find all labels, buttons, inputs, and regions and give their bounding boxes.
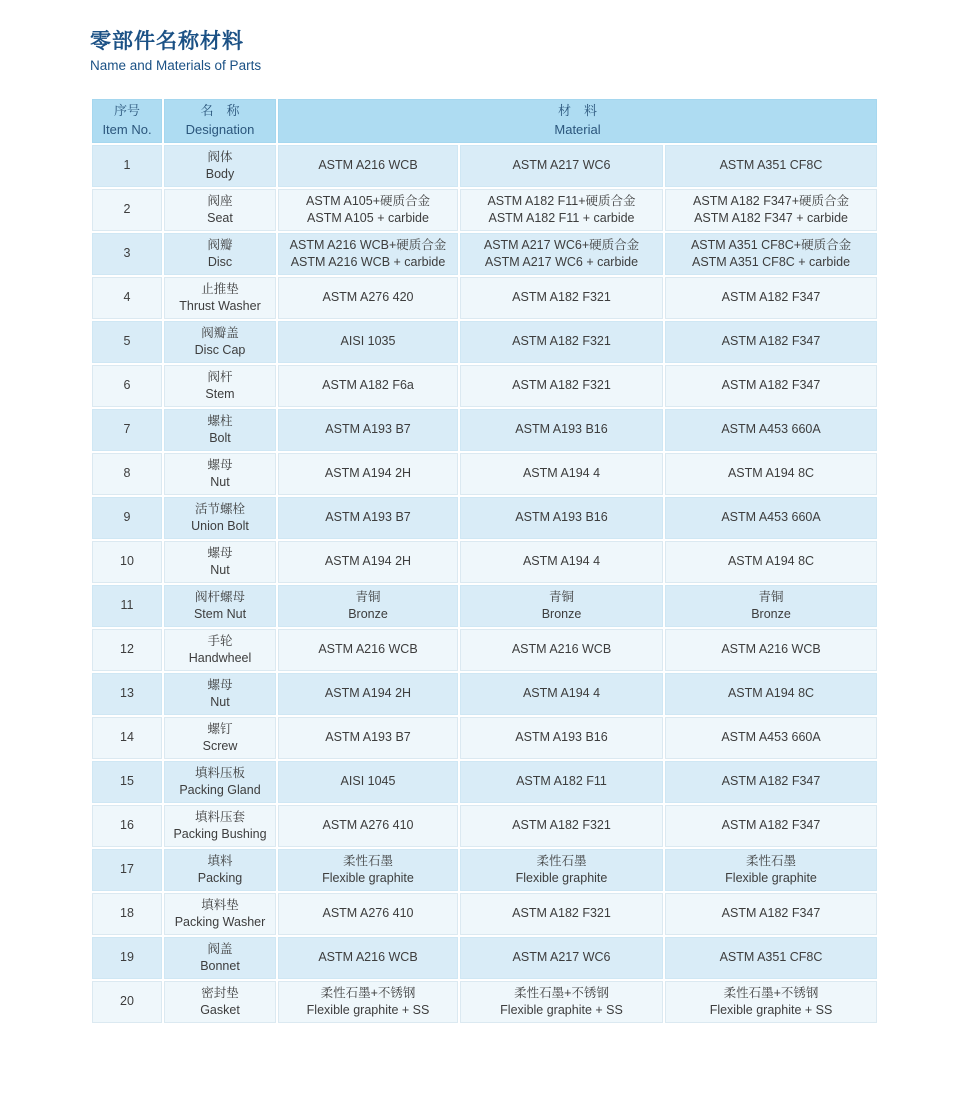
designation-cell	[164, 981, 276, 1023]
designation-cell	[164, 849, 276, 891]
cell-line: Flexible graphite + SS	[500, 1003, 623, 1018]
material-cell-2	[460, 893, 663, 935]
cell-line: ASTM A216 WCB	[721, 642, 821, 657]
cell-line: ASTM A182 F11 + carbide	[488, 211, 635, 226]
cell-line: 柔性石墨	[746, 853, 797, 868]
cell-line: ASTM A276 410	[322, 906, 414, 921]
table-row	[92, 453, 877, 495]
cell-line: ASTM A453 660A	[721, 422, 821, 437]
cell-line: 柔性石墨	[536, 853, 587, 868]
designation-cell	[164, 805, 276, 847]
material-cell-3	[665, 673, 877, 715]
cell-line: ASTM A193 B7	[325, 730, 411, 745]
item-no-cell: 6	[92, 365, 162, 407]
material-cell-3	[665, 365, 877, 407]
item-no-cell: 18	[92, 893, 162, 935]
cell-line: Stem	[205, 387, 235, 402]
cell-line: 阀瓣盖	[201, 325, 239, 340]
cell-line: ASTM A216 WCB	[511, 642, 612, 657]
cell-line: ASTM A182 F347	[721, 818, 821, 833]
cell-line: 柔性石墨+不锈钢	[723, 985, 819, 1000]
table-body	[92, 145, 877, 1023]
material-cell-3	[665, 497, 877, 539]
cell-line: ASTM A182 F321	[512, 334, 611, 349]
table-row	[92, 365, 877, 407]
col-header-designation-en: Designation	[185, 122, 255, 138]
material-cell-2	[460, 585, 663, 627]
cell-line: Bronze	[541, 607, 582, 622]
item-no-cell: 10	[92, 541, 162, 583]
cell-line: ASTM A217 WC6	[512, 158, 611, 173]
table-row	[92, 981, 877, 1023]
item-no-cell: 2	[92, 189, 162, 231]
table-row	[92, 145, 877, 187]
cell-line: Bonnet	[200, 959, 240, 974]
cell-line: ASTM A193 B16	[515, 730, 608, 745]
cell-line: 螺母	[207, 545, 233, 560]
cell-line: 柔性石墨+不锈钢	[320, 985, 416, 1000]
material-cell-2	[460, 629, 663, 671]
material-cell-1	[278, 277, 458, 319]
cell-line: ASTM A351 CF8C + carbide	[691, 255, 851, 270]
cell-line: ASTM A193 B7	[325, 510, 411, 525]
material-cell-1	[278, 629, 458, 671]
cell-line: 阀杆螺母	[194, 589, 245, 604]
cell-line: ASTM A193 B7	[325, 422, 411, 437]
material-cell-3	[665, 541, 877, 583]
cell-line: 螺母	[207, 677, 233, 692]
designation-cell	[164, 497, 276, 539]
item-no-cell: 19	[92, 937, 162, 979]
material-cell-2	[460, 849, 663, 891]
cell-line: ASTM A182 F347	[721, 774, 821, 789]
cell-line: ASTM A216 WCB	[318, 642, 418, 657]
cell-line: Body	[205, 167, 235, 182]
designation-cell	[164, 189, 276, 231]
material-cell-3	[665, 233, 877, 275]
item-no-cell: 15	[92, 761, 162, 803]
material-cell-2	[460, 541, 663, 583]
item-no-cell: 3	[92, 233, 162, 275]
designation-cell	[164, 629, 276, 671]
material-cell-1	[278, 453, 458, 495]
cell-line: Flexible graphite + SS	[709, 1003, 833, 1018]
item-no-cell: 12	[92, 629, 162, 671]
material-cell-3	[665, 321, 877, 363]
material-cell-2	[460, 497, 663, 539]
table-row	[92, 189, 877, 231]
material-cell-3	[665, 453, 877, 495]
cell-line: Flexible graphite	[725, 871, 817, 886]
cell-line: ASTM A182 F347	[721, 334, 821, 349]
table-row	[92, 761, 877, 803]
material-cell-1	[278, 585, 458, 627]
material-cell-1	[278, 805, 458, 847]
col-header-material-zh: 材 料	[558, 103, 598, 119]
page-title: 零部件名称材料	[90, 30, 244, 53]
item-no-cell: 8	[92, 453, 162, 495]
cell-line: ASTM A182 F11+硬质合金	[487, 193, 636, 208]
col-header-item-no-zh: 序号	[113, 103, 140, 119]
item-no-cell: 20	[92, 981, 162, 1023]
cell-line: Thrust Washer	[179, 299, 261, 314]
cell-line: 填料压板	[194, 765, 245, 780]
cell-line: Nut	[210, 563, 230, 578]
cell-line: ASTM A193 B16	[515, 422, 608, 437]
material-cell-2	[460, 981, 663, 1023]
cell-line: ASTM A194 2H	[324, 686, 412, 701]
table-row	[92, 233, 877, 275]
cell-line: 阀瓣	[207, 237, 233, 252]
table-row	[92, 321, 877, 363]
cell-line: 螺母	[207, 457, 233, 472]
cell-line: ASTM A182 F321	[512, 290, 611, 305]
item-no-cell: 7	[92, 409, 162, 451]
designation-cell	[164, 145, 276, 187]
material-cell-1	[278, 145, 458, 187]
cell-line: ASTM A453 660A	[721, 730, 821, 745]
item-no-cell: 16	[92, 805, 162, 847]
cell-line: ASTM A193 B16	[515, 510, 608, 525]
page-subtitle: Name and Materials of Parts	[90, 58, 262, 74]
material-cell-1	[278, 937, 458, 979]
material-cell-2	[460, 805, 663, 847]
cell-line: 螺柱	[207, 413, 233, 428]
cell-line: 青铜	[758, 589, 784, 604]
cell-line: Screw	[202, 739, 238, 754]
material-cell-1	[278, 497, 458, 539]
cell-line: 螺钉	[207, 721, 233, 736]
cell-line: ASTM A351 CF8C+硬质合金	[690, 237, 852, 252]
cell-line: Stem Nut	[193, 607, 247, 622]
material-cell-3	[665, 937, 877, 979]
table-row	[92, 805, 877, 847]
col-header-designation-zh: 名 称	[200, 103, 240, 119]
cell-line: Disc Cap	[194, 343, 246, 358]
cell-line: 活节螺栓	[194, 501, 245, 516]
item-no-cell: 13	[92, 673, 162, 715]
cell-line: ASTM A194 4	[522, 466, 601, 481]
material-cell-3	[665, 717, 877, 759]
item-no-cell: 17	[92, 849, 162, 891]
table-row	[92, 585, 877, 627]
cell-line: 阀盖	[207, 941, 233, 956]
cell-line: ASTM A182 F347	[721, 378, 821, 393]
cell-line: ASTM A217 WC6	[512, 950, 611, 965]
designation-cell	[164, 277, 276, 319]
designation-cell	[164, 585, 276, 627]
cell-line: Disc	[207, 255, 233, 270]
cell-line: ASTM A217 WC6 + carbide	[484, 255, 639, 270]
cell-line: Handwheel	[188, 651, 252, 666]
cell-line: ASTM A182 F321	[512, 906, 611, 921]
cell-line: ASTM A194 8C	[727, 466, 815, 481]
material-cell-2	[460, 761, 663, 803]
material-cell-3	[665, 585, 877, 627]
cell-line: ASTM A351 CF8C	[719, 158, 823, 173]
cell-line: ASTM A182 F6a	[322, 378, 414, 393]
material-cell-3	[665, 629, 877, 671]
designation-cell	[164, 365, 276, 407]
designation-cell	[164, 453, 276, 495]
cell-line: Seat	[207, 211, 233, 226]
col-header-item-no	[92, 99, 162, 143]
item-no-cell: 14	[92, 717, 162, 759]
material-cell-2	[460, 453, 663, 495]
material-cell-1	[278, 981, 458, 1023]
cell-line: 阀杆	[207, 369, 233, 384]
material-cell-2	[460, 189, 663, 231]
cell-line: Packing	[197, 871, 243, 886]
material-cell-2	[460, 937, 663, 979]
cell-line: 阀体	[207, 149, 233, 164]
designation-cell	[164, 761, 276, 803]
table-row	[92, 893, 877, 935]
cell-line: 填料压套	[194, 809, 245, 824]
table-row	[92, 497, 877, 539]
cell-line: ASTM A217 WC6+硬质合金	[483, 237, 640, 252]
item-no-cell: 11	[92, 585, 162, 627]
material-cell-2	[460, 277, 663, 319]
cell-line: ASTM A194 8C	[727, 554, 815, 569]
cell-line: ASTM A194 2H	[324, 466, 412, 481]
material-cell-1	[278, 189, 458, 231]
material-cell-2	[460, 145, 663, 187]
designation-cell	[164, 409, 276, 451]
cell-line: ASTM A216 WCB + carbide	[290, 255, 446, 270]
material-cell-1	[278, 233, 458, 275]
col-header-material	[278, 99, 877, 143]
cell-line: 阀座	[207, 193, 233, 208]
col-header-item-no-en: Item No.	[102, 122, 152, 138]
cell-line: ASTM A216 WCB	[318, 950, 418, 965]
material-cell-2	[460, 365, 663, 407]
cell-line: ASTM A194 4	[522, 686, 601, 701]
cell-line: 密封垫	[201, 985, 239, 1000]
cell-line: Gasket	[200, 1003, 240, 1018]
material-cell-3	[665, 761, 877, 803]
cell-line: Bronze	[348, 607, 388, 622]
cell-line: 止推垫	[201, 281, 239, 296]
cell-line: Flexible graphite + SS	[306, 1003, 430, 1018]
cell-line: ASTM A182 F11	[516, 774, 607, 789]
material-cell-3	[665, 145, 877, 187]
cell-line: Flexible graphite	[515, 871, 608, 886]
cell-line: ASTM A182 F321	[512, 818, 611, 833]
cell-line: ASTM A276 410	[322, 818, 414, 833]
table-row	[92, 849, 877, 891]
material-cell-1	[278, 541, 458, 583]
cell-line: ASTM A182 F347	[721, 906, 821, 921]
material-cell-1	[278, 761, 458, 803]
cell-line: ASTM A194 2H	[324, 554, 412, 569]
designation-cell	[164, 321, 276, 363]
cell-line: ASTM A182 F347 + carbide	[694, 211, 848, 226]
item-no-cell: 4	[92, 277, 162, 319]
designation-cell	[164, 673, 276, 715]
cell-line: ASTM A182 F347+硬质合金	[693, 193, 849, 208]
material-cell-1	[278, 321, 458, 363]
item-no-cell: 9	[92, 497, 162, 539]
designation-cell	[164, 937, 276, 979]
designation-cell	[164, 717, 276, 759]
cell-line: Packing Gland	[179, 783, 261, 798]
material-cell-2	[460, 321, 663, 363]
material-cell-3	[665, 277, 877, 319]
cell-line: Packing Washer	[174, 915, 266, 930]
col-header-designation	[164, 99, 276, 143]
table-row	[92, 277, 877, 319]
cell-line: ASTM A276 420	[322, 290, 414, 305]
cell-line: ASTM A105+硬质合金	[306, 193, 430, 208]
material-cell-1	[278, 717, 458, 759]
cell-line: ASTM A105 + carbide	[307, 211, 429, 226]
table-row	[92, 409, 877, 451]
designation-cell	[164, 233, 276, 275]
material-cell-2	[460, 717, 663, 759]
cell-line: 青铜	[355, 589, 381, 604]
cell-line: ASTM A182 F347	[721, 290, 821, 305]
material-cell-2	[460, 409, 663, 451]
material-cell-3	[665, 409, 877, 451]
table-row	[92, 541, 877, 583]
cell-line: ASTM A194 8C	[727, 686, 815, 701]
material-cell-1	[278, 893, 458, 935]
cell-line: 填料	[207, 853, 233, 868]
cell-line: ASTM A453 660A	[721, 510, 821, 525]
parts-materials-table	[90, 97, 879, 1025]
cell-line: ASTM A194 4	[522, 554, 601, 569]
table-row	[92, 673, 877, 715]
material-cell-2	[460, 233, 663, 275]
designation-cell	[164, 541, 276, 583]
cell-line: ASTM A182 F321	[512, 378, 611, 393]
material-cell-1	[278, 365, 458, 407]
table-row	[92, 937, 877, 979]
cell-line: Bolt	[209, 431, 231, 446]
item-no-cell: 5	[92, 321, 162, 363]
material-cell-3	[665, 849, 877, 891]
table-header-row	[92, 99, 877, 143]
cell-line: 柔性石墨	[342, 853, 393, 868]
cell-line: 柔性石墨+不锈钢	[514, 985, 609, 1000]
cell-line: AISI 1045	[340, 774, 396, 789]
item-no-cell: 1	[92, 145, 162, 187]
cell-line: ASTM A216 WCB	[318, 158, 418, 173]
col-header-material-en: Material	[554, 122, 601, 138]
material-cell-3	[665, 805, 877, 847]
cell-line: Nut	[210, 475, 230, 490]
cell-line: 青铜	[548, 589, 574, 604]
cell-line: Packing Bushing	[173, 827, 267, 842]
material-cell-1	[278, 673, 458, 715]
material-cell-1	[278, 849, 458, 891]
table-row	[92, 629, 877, 671]
cell-line: 手轮	[207, 633, 233, 648]
cell-line: Bronze	[751, 607, 791, 622]
designation-cell	[164, 893, 276, 935]
cell-line: Nut	[210, 695, 230, 710]
material-cell-1	[278, 409, 458, 451]
material-cell-3	[665, 893, 877, 935]
table-row	[92, 717, 877, 759]
cell-line: ASTM A351 CF8C	[719, 950, 823, 965]
cell-line: Union Bolt	[191, 519, 249, 534]
material-cell-3	[665, 189, 877, 231]
cell-line: AISI 1035	[340, 334, 396, 349]
cell-line: 填料垫	[201, 897, 239, 912]
cell-line: ASTM A216 WCB+硬质合金	[289, 237, 447, 252]
material-cell-3	[665, 981, 877, 1023]
material-cell-2	[460, 673, 663, 715]
cell-line: Flexible graphite	[322, 871, 414, 886]
